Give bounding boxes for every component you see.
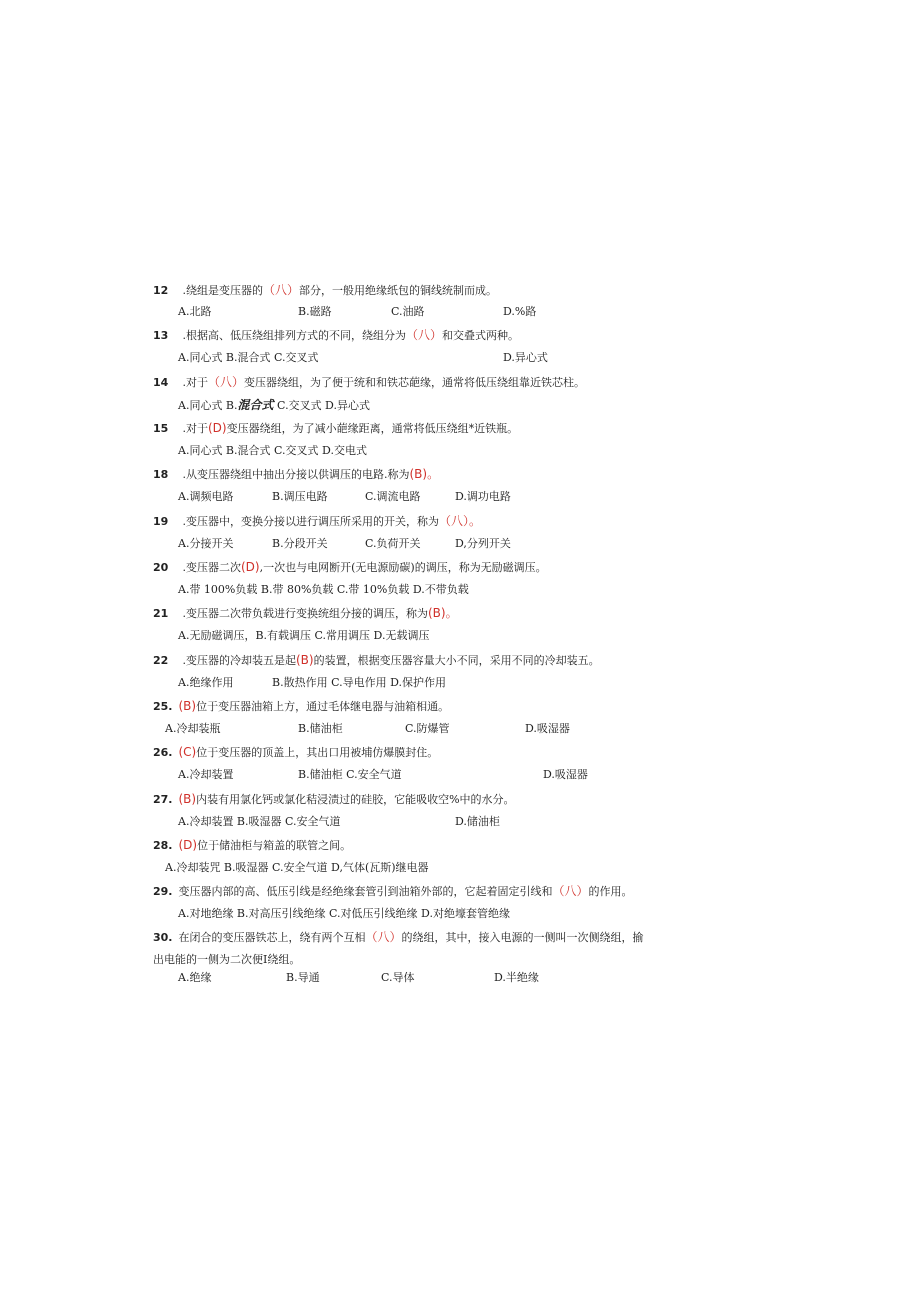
option: B.散热作用 C.导电作用 D.保护作用 (272, 676, 447, 689)
option: A.带 100%负载 B.带 80%负载 C.带 10%负载 D.不带负载 (178, 583, 469, 596)
question-18 (153, 467, 439, 482)
question-number: 22 (153, 654, 169, 667)
question-text: .从变压器绕组中抽出分接以供调压的电路.称为 (179, 468, 410, 481)
option: D.储油柜 (455, 815, 500, 828)
option: D,分列开关 (455, 537, 511, 550)
option: A.冷却装置 B.吸湿器 C.安全气道 (178, 815, 341, 828)
question-25 (153, 699, 449, 714)
option: D.吸湿器 (543, 768, 588, 781)
option: C.调流电路 (365, 490, 421, 503)
question-number: 21 (153, 607, 169, 620)
question-text: .变压器的冷却装五是起 (179, 654, 296, 667)
option-text: C.交叉式 D.异心式 (273, 399, 370, 412)
question-30 (153, 930, 644, 945)
answer-mark: (D) (208, 421, 227, 435)
answer-mark: （八） (552, 884, 589, 898)
question-text-tail: 。 (445, 606, 458, 620)
answer-mark: (B) (428, 606, 446, 620)
question-number: 27. (153, 793, 173, 806)
answer-mark: （八） (406, 328, 443, 342)
question-number: 25. (153, 700, 173, 713)
question-29 (153, 884, 633, 899)
question-number: 29. (153, 885, 173, 898)
question-text-tail: 的作用。 (588, 885, 633, 898)
question-text: .变压器二次带负载进行变换统组分接的调压，称为 (179, 607, 428, 620)
option: A.绝缘作用 (178, 676, 234, 689)
question-text: .对于 (179, 422, 208, 435)
question-13 (153, 328, 519, 343)
answer-mark: (D) (178, 838, 198, 852)
option: C.油路 (391, 305, 425, 318)
question-28 (153, 838, 351, 853)
question-text-tail: 内装有用氯化钙或氯化秸浸渍过的硅胶，它能吸收空%中的水分。 (196, 793, 515, 806)
option: D.半绝缘 (494, 971, 539, 984)
question-number: 19 (153, 515, 169, 528)
question-22 (153, 653, 600, 668)
question-text-tail: 位于变压器油箱上方，通过毛体继电器与油箱相通。 (196, 700, 450, 713)
question-19 (153, 514, 481, 529)
option: A.同心式 B.混合式 C.交叉式 D.交电式 (178, 444, 367, 457)
question-number: 28. (153, 839, 173, 852)
option: B.储油柜 (298, 722, 343, 735)
question-30-continuation: 出电能的一侧为二次便Ⅰ绕组。 (153, 953, 301, 966)
question-text: 变压器内部的高、低压引线是经绝缘套管引到油箱外部的，它起着固定引线和 (175, 885, 553, 898)
question-number: 20 (153, 561, 169, 574)
answer-mark: （八） (263, 283, 300, 297)
answer-mark: (D) (241, 560, 260, 574)
option-text: A.同心式 B. (178, 399, 238, 412)
option: A.冷却装咒 B.吸湿器 C.安全气道 D,气体(瓦斯)继电器 (165, 861, 429, 874)
answer-mark: （八） (208, 375, 245, 389)
question-text: .对于 (179, 376, 208, 389)
answer-mark: (B) (409, 467, 428, 481)
question-text-tail: 位于变压器的顶盖上，其出口用被埔仿爆膜封住。 (196, 746, 439, 759)
question-number: 12 (153, 284, 169, 297)
question-text-tail: 的装置，根据变压器容量大小不同，采用不同的冷却装五。 (313, 654, 600, 667)
option: C.负荷开关 (365, 537, 421, 550)
option: A.同心式 B.混合式 C.交叉式 (178, 351, 319, 364)
answer-mark: (B) (296, 653, 314, 667)
option: A.分接开关 (178, 537, 234, 550)
question-number: 14 (153, 376, 169, 389)
question-21 (153, 606, 458, 621)
question-text: .变压器中，变换分接以进行调压所采用的开关，称为 (179, 515, 439, 528)
option: A.对地绝缘 B.对高压引线绝缘 C.对低压引线绝缘 D.对绝壕套管绝缘 (178, 907, 510, 920)
option: D.异心式 (503, 351, 548, 364)
option-text-emphasis: 混合式 (237, 398, 274, 412)
question-text-tail: ,一次也与电网断开(无电源励碳)的调压，称为无励磁调压。 (259, 561, 547, 574)
question-text-tail: 。 (427, 467, 440, 481)
option: A.绝缘 (178, 971, 212, 984)
question-text-tail: 位于储油柜与箱盖的联管之间。 (197, 839, 352, 852)
question-text-tail: 部分，一般用绝缘纸包的铜线统制而成。 (299, 284, 498, 297)
option: B.调压电路 (272, 490, 328, 503)
answer-mark: (B) (178, 792, 197, 806)
question-text: .变压器二次 (179, 561, 241, 574)
question-20 (153, 560, 547, 575)
question-text: .根据高、低压绕组排列方式的不同，绕组分为 (179, 329, 406, 342)
question-text: 在闭合的变压器铁芯上，绕有两个互相 (175, 931, 366, 944)
question-text-tail: 变压器绕组，为了便于统和和铁芯葩缘，通常将低压绕组靠近铁芯柱。 (244, 376, 586, 389)
option: A.无励磁调压，B.有载调压 C.常用调压 D.无载调压 (178, 629, 430, 642)
option: A.冷却装置 (178, 768, 234, 781)
question-15 (153, 421, 518, 436)
question-12 (153, 283, 497, 298)
question-text-tail: 变压器绕组，为了减小葩缘距离，通常将低压绕组*近铁瓶。 (226, 422, 519, 435)
option: D.%路 (503, 305, 537, 318)
question-number: 15 (153, 422, 169, 435)
option: B.储油柜 C.安全气道 (298, 768, 402, 781)
option: A.调频电路 (178, 490, 234, 503)
question-number: 18 (153, 468, 169, 481)
option: C.导体 (381, 971, 415, 984)
option: A.冷却装瓶 (165, 722, 221, 735)
answer-mark: (B) (178, 699, 197, 713)
option: B.分段开关 (272, 537, 328, 550)
question-number: 30. (153, 931, 173, 944)
question-text-tail: 的绕组，其中，接入电源的一侧叫一次侧绕组，揄 (401, 931, 644, 944)
option-row (178, 398, 370, 413)
question-26 (153, 745, 438, 760)
option: D.吸湿器 (525, 722, 570, 735)
option: B.导通 (286, 971, 320, 984)
answer-mark: （八） (365, 930, 402, 944)
option: C.防爆管 (405, 722, 450, 735)
option: B.磁路 (298, 305, 332, 318)
question-text-tail: 和交叠式两种。 (442, 329, 520, 342)
question-text-tail: 。 (469, 514, 482, 528)
question-14 (153, 375, 585, 390)
answer-mark: (C) (178, 745, 197, 759)
question-27 (153, 792, 515, 807)
question-number: 26. (153, 746, 173, 759)
answer-mark: （八） (439, 514, 470, 528)
option: D.调功电路 (455, 490, 511, 503)
question-text: .绕组是变压器的 (179, 284, 263, 297)
option: A.北路 (178, 305, 212, 318)
question-number: 13 (153, 329, 169, 342)
